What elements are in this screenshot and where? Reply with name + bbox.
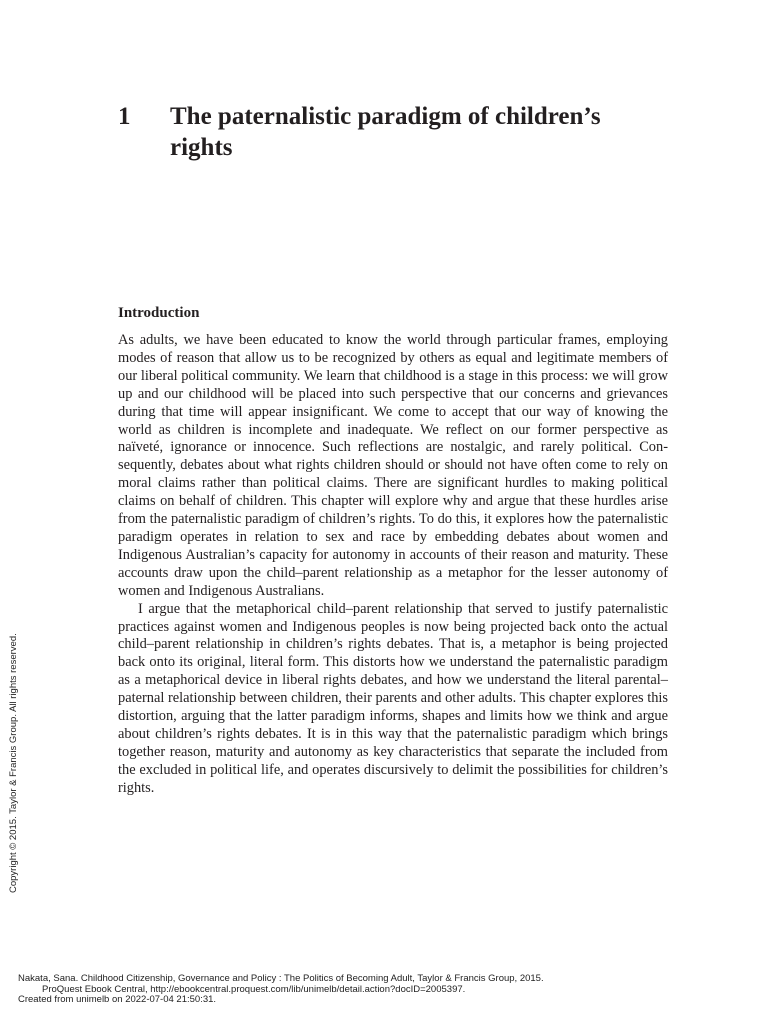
paragraph: As adults, we have been educated to know the world through particular frames, employing modes of reason that allow us to be recognized by others as equal and legitimate members of our liberal political community. We learn that childhood is a stage in this process: we will grow up and our childhood will be placed into such perspective that our concerns and grievances during that time will appear insignificant. We come to accept that our way of knowing the world as children is incomplete and inadequate. We reflect on our former perspective as naïveté, ignorance or innocence. Such reflections are nostalgic, and rarely political. Consequently, debates about what rights children should or should not have often come to rely on moral claims rather than political claims. There are significant hurdles to making political claims on behalf of children. This chapter will explore why and argue that these hurdles arise from the paternalistic paradigm of children’s rights. To do this, it explores how the paternalistic paradigm operates in relation to sex and race by embedding debates about women and Indigenous Australian’s capacity for autonomy in accounts of their reason and maturity. These accounts draw upon the child–parent relationship as a metaphor for the lesser autonomy of women and Indigenous Australians. — [118, 332, 668, 599]
copyright-notice: Copyright © 2015. Taylor & Francis Group. All rights reserved. — [8, 633, 19, 893]
footer-source-link[interactable]: ProQuest Ebook Central, http://ebookcentral.proquest.com/lib/unimelb/detail.action?docID=2005397. — [42, 983, 466, 995]
footer-citation: Nakata, Sana. Childhood Citizenship, Governance and Policy : The Politics of Becoming Adult, Taylor & Francis Group, 2015. — [18, 973, 544, 984]
chapter-number: 1 — [118, 103, 131, 130]
footer-created: Created from unimelb on 2022-07-04 21:50:31. — [18, 994, 217, 1006]
page-footer — [18, 974, 544, 1006]
section-heading: Introduction — [118, 305, 200, 321]
body-text — [118, 332, 668, 798]
chapter-title: The paternalistic paradigm of children’s rights — [170, 103, 601, 161]
paragraph: I argue that the metaphorical child–parent relationship that served to justify paternalistic practices against women and Indigenous peoples is now being projected back onto the actual child–parent relationship in children’s rights debates. That is, a metaphor is being projected back onto its original, literal form. This distorts how we understand the paternalistic paradigm as a metaphorical device in liberal rights debates, and how we understand the literal parental–paternal relationship between children, their parents and other adults. This chapter explores this distortion, arguing that the latter paradigm informs, shapes and limits how we think and argue about children’s rights debates. It is in this way that the paternalistic paradigm which brings together reason, maturity and autonomy as key characteristics that separate the included from the excluded in political life, and operates discursively to delimit the possibilities for children’s rights. — [118, 600, 668, 796]
